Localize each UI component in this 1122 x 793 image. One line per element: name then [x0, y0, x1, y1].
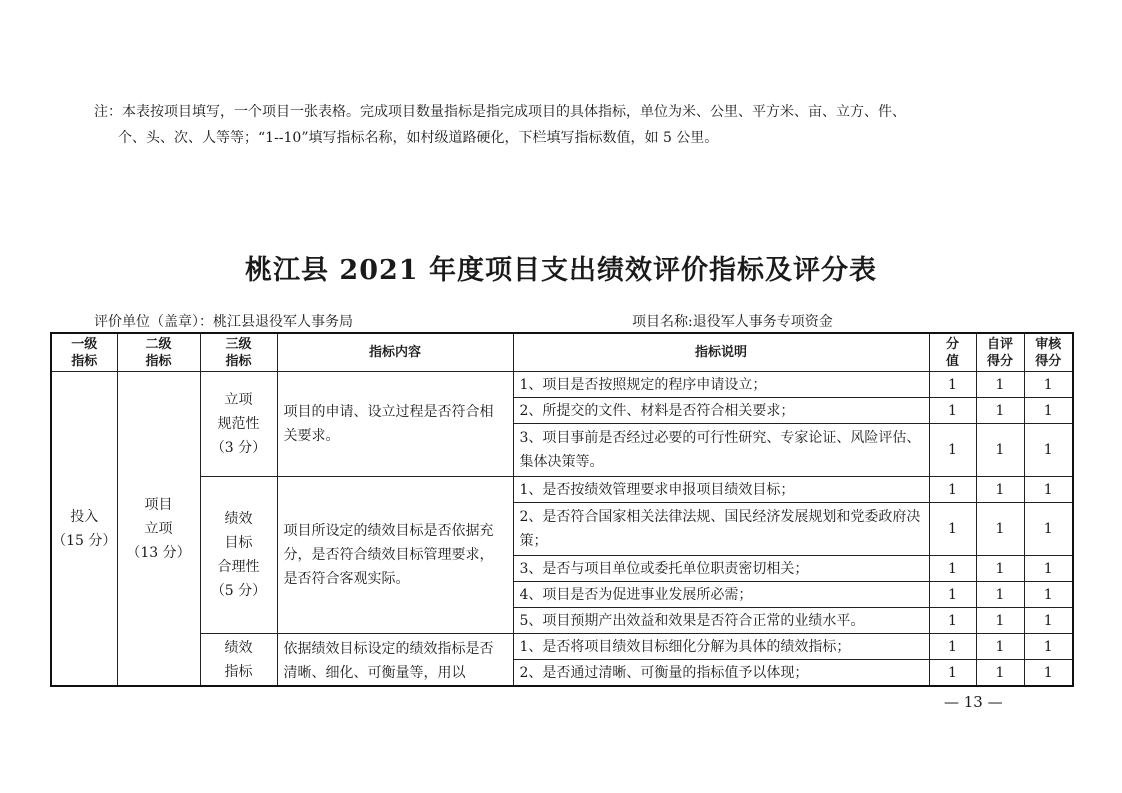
note-line-2: 个、头、次、人等等；“1--10”填写指标名称，如村级道路硬化，下栏填写指标数值，如 5 公里。 — [118, 130, 719, 146]
level3-cell-standardization: 立项 规范性 （3 分） — [200, 372, 277, 477]
header-self-score: 自评 得分 — [976, 333, 1024, 372]
self-score-cell: 1 — [976, 424, 1024, 477]
header-level2: 二级 指标 — [117, 333, 200, 372]
audit-score-cell: 1 — [1024, 503, 1073, 556]
level1-cell: 投入 （15 分） — [51, 372, 117, 687]
project-name: 项目名称:退役军人事务专项资金 — [632, 314, 833, 330]
self-score-cell: 1 — [976, 503, 1024, 556]
score-cell: 1 — [929, 660, 976, 686]
table-row — [51, 634, 1073, 660]
score-cell: 1 — [929, 477, 976, 503]
explain-cell: 1、是否按绩效管理要求申报项目绩效目标； — [513, 477, 929, 503]
header-explain: 指标说明 — [513, 333, 929, 372]
self-score-cell: 1 — [976, 372, 1024, 398]
self-score-cell: 1 — [976, 556, 1024, 582]
content-cell: 项目的申请、设立过程是否符合相关要求。 — [277, 372, 513, 477]
audit-score-cell: 1 — [1024, 424, 1073, 477]
audit-score-cell: 1 — [1024, 634, 1073, 660]
explain-cell: 2、是否符合国家相关法律法规、国民经济发展规划和党委政府决策； — [513, 503, 929, 556]
header-level3: 三级 指标 — [200, 333, 277, 372]
level3-cell-performance-indicators: 绩效 指标 — [200, 634, 277, 687]
explain-cell: 2、是否通过清晰、可衡量的指标值予以体现； — [513, 660, 929, 686]
self-score-cell: 1 — [976, 660, 1024, 686]
header-audit-score: 审核 得分 — [1024, 333, 1073, 372]
explain-cell: 2、所提交的文件、材料是否符合相关要求； — [513, 398, 929, 424]
level3-cell-goal-rationality: 绩效 目标 合理性 （5 分） — [200, 477, 277, 634]
explain-cell: 3、是否与项目单位或委托单位职责密切相关； — [513, 556, 929, 582]
content-cell: 依据绩效目标设定的绩效指标是否清晰、细化、可衡量等，用以 — [277, 634, 513, 687]
table-row — [51, 372, 1073, 398]
self-score-cell: 1 — [976, 634, 1024, 660]
header-level1: 一级 指标 — [51, 333, 117, 372]
table-header-row — [51, 333, 1073, 372]
header-score: 分 值 — [929, 333, 976, 372]
explain-cell: 5、项目预期产出效益和效果是否符合正常的业绩水平。 — [513, 608, 929, 634]
page-title: 桃江县 2021 年度项目支出绩效评价指标及评分表 — [245, 255, 877, 286]
score-cell: 1 — [929, 398, 976, 424]
page-number: — 13 — — [944, 693, 1003, 711]
header-content: 指标内容 — [277, 333, 513, 372]
audit-score-cell: 1 — [1024, 477, 1073, 503]
self-score-cell: 1 — [976, 477, 1024, 503]
self-score-cell: 1 — [976, 398, 1024, 424]
audit-score-cell: 1 — [1024, 398, 1073, 424]
audit-score-cell: 1 — [1024, 608, 1073, 634]
score-cell: 1 — [929, 503, 976, 556]
score-cell: 1 — [929, 608, 976, 634]
score-cell: 1 — [929, 372, 976, 398]
note-line-1: 注：本表按项目填写，一个项目一张表格。完成项目数量指标是指完成项目的具体指标，单位为米、公里、平方米、亩、立方、件、 — [94, 104, 906, 120]
audit-score-cell: 1 — [1024, 660, 1073, 686]
self-score-cell: 1 — [976, 582, 1024, 608]
score-cell: 1 — [929, 634, 976, 660]
explain-cell: 3、项目事前是否经过必要的可行性研究、专家论证、风险评估、集体决策等。 — [513, 424, 929, 477]
evaluation-table — [50, 332, 1074, 687]
table-note — [94, 99, 1054, 151]
explain-cell: 4、项目是否为促进事业发展所必需； — [513, 582, 929, 608]
audit-score-cell: 1 — [1024, 372, 1073, 398]
evaluation-unit: 评价单位（盖章）：桃江县退役军人事务局 — [94, 314, 353, 330]
audit-score-cell: 1 — [1024, 582, 1073, 608]
explain-cell: 1、项目是否按照规定的程序申请设立； — [513, 372, 929, 398]
score-cell: 1 — [929, 582, 976, 608]
self-score-cell: 1 — [976, 608, 1024, 634]
content-cell: 项目所设定的绩效目标是否依据充分，是否符合绩效目标管理要求，是否符合客观实际。 — [277, 477, 513, 634]
table-row — [51, 477, 1073, 503]
score-cell: 1 — [929, 424, 976, 477]
audit-score-cell: 1 — [1024, 556, 1073, 582]
score-cell: 1 — [929, 556, 976, 582]
level2-cell: 项目 立项 （13 分） — [117, 372, 200, 687]
explain-cell: 1、是否将项目绩效目标细化分解为具体的绩效指标； — [513, 634, 929, 660]
